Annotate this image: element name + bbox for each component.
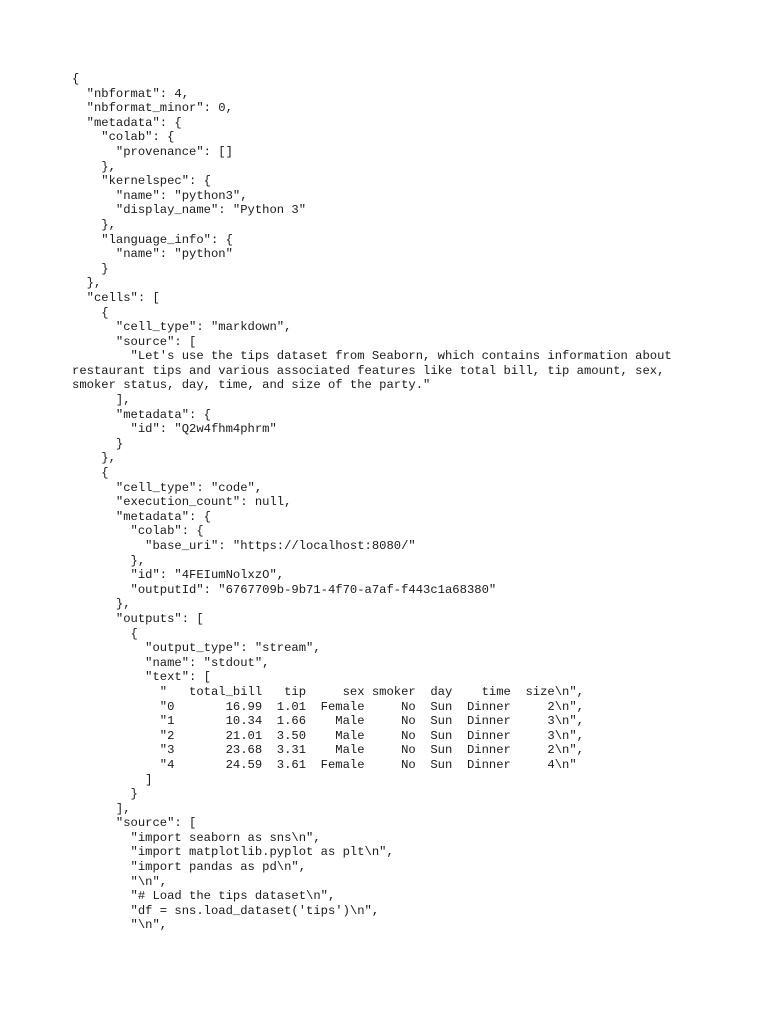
code-line: { — [72, 626, 138, 641]
code-line: "outputs": [ — [72, 611, 204, 626]
code-line: "display_name": "Python 3" — [72, 203, 307, 218]
code-line: "id": "Q2w4fhm4phrm" — [72, 422, 277, 437]
code-line: } — [72, 436, 124, 451]
code-line: }, — [72, 597, 131, 612]
code-line: } — [72, 261, 109, 276]
code-line: "colab": { — [72, 524, 204, 539]
code-line: "# Load the tips dataset\n", — [72, 889, 336, 904]
code-line: "nbformat_minor": 0, — [72, 101, 233, 116]
code-line: smoker status, day, time, and size of the party." — [72, 378, 431, 393]
notebook-json-text — [72, 72, 702, 933]
code-line: { — [72, 466, 109, 481]
code-line: "import matplotlib.pyplot as plt\n", — [72, 845, 394, 860]
code-line: }, — [72, 553, 146, 568]
code-line: }, — [72, 276, 102, 291]
code-line: "provenance": [] — [72, 144, 233, 159]
code-line: "\n", — [72, 874, 168, 889]
code-line: "df = sns.load_dataset('tips')\n", — [72, 903, 380, 918]
code-line: "2 21.01 3.50 Male No Sun Dinner 3\n", — [72, 728, 584, 743]
code-line: "cell_type": "code", — [72, 480, 263, 495]
code-line: "cell_type": "markdown", — [72, 320, 292, 335]
code-line: "language_info": { — [72, 232, 233, 247]
code-line: "1 10.34 1.66 Male No Sun Dinner 3\n", — [72, 714, 584, 729]
code-line: "metadata": { — [72, 115, 182, 130]
code-line: "id": "4FEIumNolxzO", — [72, 568, 285, 583]
code-line: ], — [72, 393, 131, 408]
code-line: }, — [72, 159, 116, 174]
code-line: "outputId": "6767709b-9b71-4f70-a7af-f443c1a68380" — [72, 582, 497, 597]
code-line: "cells": [ — [72, 290, 160, 305]
code-line: "source": [ — [72, 816, 197, 831]
code-line: "import seaborn as sns\n", — [72, 830, 321, 845]
code-line: restaurant tips and various associated features like total bill, tip amount, sex, — [72, 363, 665, 378]
code-line: { — [72, 305, 109, 320]
code-line: ] — [72, 772, 153, 787]
code-line: "name": "python3", — [72, 188, 248, 203]
code-line: { — [72, 72, 80, 86]
code-line: "metadata": { — [72, 509, 211, 524]
code-line: ], — [72, 801, 131, 816]
code-line: "import pandas as pd\n", — [72, 860, 307, 875]
code-line: "kernelspec": { — [72, 174, 211, 189]
code-line: "source": [ — [72, 334, 197, 349]
code-line: "metadata": { — [72, 407, 211, 422]
code-line: "3 23.68 3.31 Male No Sun Dinner 2\n", — [72, 743, 584, 758]
code-line: "output_type": "stream", — [72, 641, 321, 656]
code-line: " total_bill tip sex smoker day time size\n", — [72, 684, 584, 699]
code-line: "text": [ — [72, 670, 211, 685]
code-line: }, — [72, 451, 116, 466]
code-line: "Let's use the tips dataset from Seaborn, which contains information about — [72, 349, 672, 364]
code-line: "4 24.59 3.61 Female No Sun Dinner 4\n" — [72, 757, 577, 772]
code-line: "base_uri": "https://localhost:8080/" — [72, 539, 416, 553]
code-line: "\n", — [72, 918, 168, 933]
code-line: } — [72, 787, 138, 802]
code-line: "name": "stdout", — [72, 655, 270, 670]
code-line: "execution_count": null, — [72, 495, 292, 510]
code-line: "0 16.99 1.01 Female No Sun Dinner 2\n", — [72, 699, 584, 714]
code-line: "nbformat": 4, — [72, 86, 190, 101]
code-line: "name": "python" — [72, 247, 233, 262]
code-line: "colab": { — [72, 130, 175, 145]
code-line: }, — [72, 217, 116, 232]
